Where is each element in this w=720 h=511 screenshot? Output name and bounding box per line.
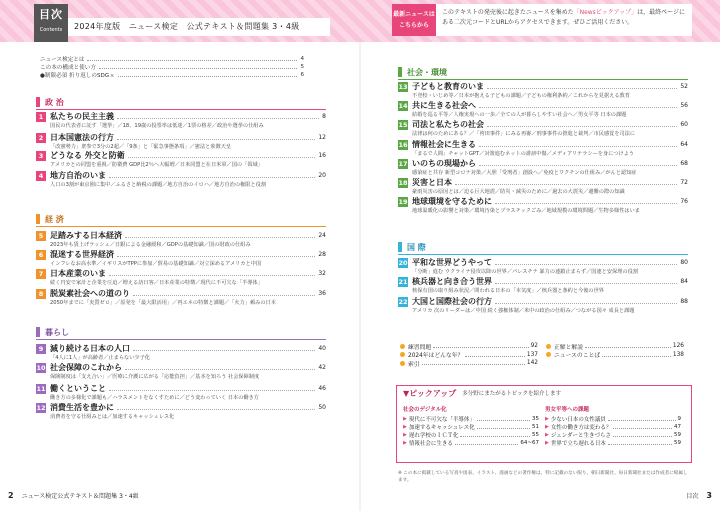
chapter-number: 8 — [36, 289, 46, 299]
leader-dots — [495, 260, 677, 265]
leader-dots — [117, 114, 319, 119]
chapter-title: 情報社会に生きる — [412, 140, 476, 149]
section-bar — [36, 214, 40, 224]
news-callout — [392, 4, 692, 36]
pickup-item[interactable] — [545, 431, 685, 439]
pickup-item-page: 9 — [677, 416, 681, 422]
footer-left — [8, 491, 139, 500]
leader-dots — [133, 291, 315, 296]
pickup-item-page: 59 — [674, 432, 681, 438]
arrow-icon: ▶ — [545, 432, 549, 438]
section-bar — [398, 242, 402, 252]
arrow-icon: ▶ — [545, 424, 549, 430]
section-heading — [398, 241, 688, 253]
chapter-number: 18 — [398, 178, 408, 187]
section-bar — [36, 327, 40, 337]
chapter-page: 32 — [318, 270, 326, 277]
intro-item-page: 6 — [300, 72, 304, 78]
leader-dots — [479, 142, 677, 147]
chapter-page: 60 — [680, 121, 688, 128]
extras-item[interactable] — [546, 342, 692, 351]
leader-dots — [128, 153, 316, 158]
leader-dots — [608, 441, 672, 445]
toc-entry[interactable] — [36, 150, 326, 169]
toc-entry[interactable] — [398, 276, 688, 295]
toc-entry[interactable] — [36, 362, 326, 381]
contents-label-jp: 目次 — [39, 8, 63, 21]
page-number-right: 3 — [706, 491, 712, 500]
extras-title: 2024年はどんな年？ — [408, 353, 464, 360]
chapter-page: 84 — [680, 278, 688, 285]
leader-dots — [613, 425, 672, 429]
chapter-title: 共に生きる社会へ — [412, 101, 476, 110]
toc-entry[interactable] — [398, 257, 688, 276]
chapter-number: 21 — [398, 277, 408, 286]
chapter-page: 88 — [680, 298, 688, 305]
pickup-item-title: 遅れ学校のＩＣＴ化 — [408, 433, 459, 439]
dot-icon — [546, 352, 551, 357]
intro-item-page: 4 — [300, 56, 304, 62]
extras-page: 138 — [672, 351, 684, 358]
leader-dots — [602, 353, 671, 357]
extras-title: 正解と解説 — [554, 344, 583, 351]
arrow-icon: ▶ — [403, 416, 407, 422]
toc-entry[interactable] — [36, 170, 326, 189]
leader-dots — [495, 279, 677, 284]
pickup-item-page: 55 — [532, 432, 539, 438]
toc-entry[interactable] — [36, 288, 326, 307]
toc-entry[interactable] — [398, 81, 688, 100]
chapter-title: 核兵器と向き合う世界 — [412, 277, 492, 286]
section-rule — [36, 339, 326, 340]
page-gutter — [359, 42, 361, 511]
leader-dots — [118, 73, 298, 77]
chapter-page: 56 — [680, 102, 688, 109]
section-heading — [36, 96, 326, 108]
chapter-title: 社会保障のこれから — [50, 363, 122, 372]
extras-item[interactable] — [546, 351, 692, 360]
intro-item[interactable] — [40, 71, 304, 79]
chapter-page: 40 — [318, 345, 326, 352]
leader-dots — [125, 233, 315, 238]
leader-dots — [495, 299, 677, 304]
footer-section-title: 目次 — [686, 493, 699, 500]
intro-item-page: 5 — [300, 64, 304, 70]
arrow-icon: ▶ — [403, 432, 407, 438]
pickup-category-title: 社会のデジタル化 — [403, 407, 447, 413]
pickup-item-page: 59 — [674, 440, 681, 446]
leader-dots — [479, 103, 677, 108]
leader-dots — [477, 425, 530, 429]
section-title: 政 治 — [45, 97, 64, 107]
dot-icon — [400, 344, 405, 349]
pickup-item-title: 現代に不可欠な「半導体」 — [408, 417, 475, 423]
chapter-page: 42 — [318, 364, 326, 371]
chapter-title: 混迷する世界経済 — [50, 250, 114, 259]
chapter-subtopics: 結婚を巡る平等／人権実現への一歩／全ての人が暮らしやすい社会へ／男女平等 日本の課題 — [412, 112, 627, 118]
chapter-number: 22 — [398, 297, 408, 306]
chapter-subtopics: 「4人に1人」が高齢者／止まらない少子化 — [50, 355, 150, 361]
section-rule — [398, 79, 688, 80]
dot-icon — [400, 352, 405, 357]
chapter-number: 4 — [36, 171, 46, 181]
chapter-title: いのちの現場から — [412, 159, 476, 168]
extras-title: ニュースのことば — [554, 353, 601, 360]
leader-dots — [487, 84, 677, 89]
pickup-item[interactable] — [403, 431, 543, 439]
section-bar — [36, 97, 40, 107]
section-heading — [398, 66, 688, 78]
pickup-item-title: 世界で立ち遅れる日本 — [550, 441, 606, 447]
chapter-page: 50 — [318, 404, 326, 411]
chapter-title: 大国と国際社会の行方 — [412, 297, 492, 306]
pickup-item[interactable] — [545, 415, 685, 423]
book-title: 2024年度版 ニュース検定 公式テキスト＆問題集 3・4級 — [74, 22, 300, 31]
news-badge-line1: 最新ニュースは — [393, 11, 435, 18]
chapter-number: 10 — [36, 363, 46, 372]
pickup-header — [397, 386, 691, 400]
toc-entry[interactable] — [36, 383, 326, 402]
footer-right — [686, 491, 712, 500]
toc-entry[interactable] — [398, 139, 688, 158]
chapter-title: 脱炭素社会への道のり — [50, 289, 130, 298]
pickup-item-page: 51 — [532, 424, 539, 430]
section-heading — [36, 326, 326, 338]
chapter-subtopics: インフレなお高水準／イギリスがTPPに参加／貿易の基礎知識／対立深めるアメリカと中国 — [50, 261, 262, 267]
leader-dots — [608, 417, 676, 421]
pickup-item-title: 加速するキャッシュレス化 — [408, 425, 475, 431]
leader-dots — [585, 344, 671, 348]
news-badge-line2: こちらから — [398, 22, 429, 29]
chapter-subtopics: 2023年も賃上げラッシュ／日銀による金融緩和／GDPの基礎知識／国の財政の仕組み — [50, 242, 251, 248]
chapter-subtopics: アメリカとの同盟を重視／防衛費 GDP比2％へ大幅増／日米同盟と在日米軍／国の「領域」 — [50, 162, 263, 168]
toc-entry[interactable] — [398, 119, 688, 138]
toc-entry[interactable] — [398, 177, 688, 196]
pickup-item-title: 女性の働き方は変わる？ — [550, 425, 612, 431]
news-text-after: は，最終ページにある二次元コードとURLからアクセスできます。ぜひご活用ください。 — [442, 9, 686, 26]
chapter-number: 20 — [398, 258, 408, 267]
chapter-subtopics: 感染症と共存 新型コロナ対策／大胆「受刑者」創設へ／免疫とワクチンの仕組み／がんと認知症 — [412, 170, 637, 176]
chapter-page: 46 — [318, 385, 326, 392]
pickup-title: ▼ピックアップ — [403, 388, 457, 398]
chapter-subtopics: 不登校・いじめ等／日本が抱える子どもの課題／子どもの権利条約／これからを見据える教育 — [412, 93, 630, 99]
leader-dots — [99, 65, 297, 69]
pickup-column-gender — [545, 403, 685, 447]
chapter-title: 子どもと教育のいま — [412, 82, 484, 91]
leader-dots — [133, 346, 315, 351]
extras-page: 126 — [672, 343, 684, 350]
chapter-subtopics: 地球温暖化の影響と対策／環境汚染とプラスチックごみ／地域規模の環境問題／生物多様性はいま — [412, 208, 640, 214]
chapter-subtopics: 人口の3割が東京圏に集中／ふるさと納税の課題／地方自治のイロハ／地方自治の権限と役割 — [50, 182, 266, 188]
chapter-title: どうなる 外交と防衛 — [50, 151, 125, 160]
intro-item[interactable] — [40, 55, 304, 63]
chapter-page: 20 — [318, 172, 326, 179]
pickup-item-title: 少ない日本の女性議員 — [550, 417, 606, 423]
extras-page: 137 — [526, 351, 538, 358]
pickup-subtitle: 多分野にまたがるトピックを紹介します — [462, 391, 562, 397]
arrow-icon: ▶ — [545, 440, 549, 446]
pickup-box — [396, 385, 692, 463]
pickup-item[interactable] — [403, 415, 543, 423]
chapter-title: 私たちの民主主義 — [50, 112, 114, 121]
news-text — [442, 8, 688, 28]
chapter-title: 平和な世界どうやって — [412, 258, 492, 267]
chapter-subtopics: 豪雨災害の原因とは／迫る巨大地震／防災・減災のために／過去の大震災／避難の際の知識 — [412, 189, 625, 195]
intro-item-title: ●制限必須 折り返しのSDGｓ — [40, 73, 115, 79]
chapter-page: 24 — [318, 232, 326, 239]
leader-dots — [613, 433, 672, 437]
chapter-subtopics: 国民の代表者に託す「選挙」／18、19歳の投票率は低迷／1票の格差／政治や選挙の仕組み — [50, 123, 264, 129]
pickup-category-title: 男女平等への課題 — [545, 407, 590, 413]
section-title: 国 際 — [407, 242, 426, 252]
leader-dots — [87, 57, 297, 61]
section-title: 経 済 — [45, 214, 64, 224]
leader-dots — [109, 173, 315, 178]
chapter-subtopics: 「改憲勢力」衆参で3分の2超／「9条」と「緊急事態条項」／憲法と象徴天皇 — [50, 144, 232, 150]
chapter-title: 日本国憲法の行方 — [50, 133, 114, 142]
chapter-subtopics: 「分断」進む ウクライナ侵攻以降の世界／パレスチナ 暴力の連鎖止まらず／国連と安保理の役割 — [412, 269, 638, 275]
section-bar — [398, 67, 402, 77]
leader-dots — [117, 405, 315, 410]
chapter-title: 働くということ — [50, 384, 106, 393]
chapter-number: 11 — [36, 384, 46, 393]
toc-entry[interactable] — [36, 132, 326, 151]
leader-dots — [117, 252, 315, 257]
chapter-page: 52 — [680, 83, 688, 90]
leader-dots — [495, 199, 677, 204]
chapter-page: 72 — [680, 179, 688, 186]
toc-entry[interactable] — [36, 343, 326, 362]
extras-list — [400, 342, 692, 368]
arrow-icon: ▶ — [403, 424, 407, 430]
toc-entry[interactable] — [36, 249, 326, 268]
chapter-page: 8 — [322, 113, 326, 120]
toc-entry[interactable] — [398, 100, 688, 119]
pickup-item[interactable] — [545, 423, 685, 431]
toc-entry[interactable] — [398, 196, 688, 215]
section-rule — [398, 254, 688, 255]
pickup-item[interactable] — [403, 423, 543, 431]
leader-dots — [125, 365, 315, 370]
leader-dots — [422, 361, 525, 365]
chapter-title: 災害と日本 — [412, 178, 452, 187]
extras-title: 索引 — [408, 361, 420, 368]
chapter-number: 17 — [398, 159, 408, 168]
chapter-subtopics: 2050年までに「実質ゼロ」／原発を「最大限活用」／再エネの特徴と課題／「火力」頼みの日本 — [50, 300, 276, 306]
chapter-title: 消費生活を豊かに — [50, 403, 114, 412]
extras-item[interactable] — [400, 342, 546, 351]
toc-entry[interactable] — [398, 296, 688, 315]
extras-title: 練習問題 — [408, 344, 432, 351]
intro-item[interactable] — [40, 63, 304, 71]
extras-item[interactable] — [400, 351, 546, 360]
leader-dots — [433, 344, 528, 348]
section-title: 社会・環境 — [407, 67, 447, 77]
leader-dots — [455, 180, 677, 185]
chapter-number: 16 — [398, 140, 408, 149]
section-rule — [36, 226, 326, 227]
chapter-subtopics: アメリカ 次のリーダーは／中国 続く強権体制／米中の政治の仕組み／つながる国々 成長と課題 — [412, 308, 635, 314]
arrow-icon: ▶ — [545, 416, 549, 422]
contents-label-en: Contents — [39, 27, 63, 33]
chapter-number: 3 — [36, 151, 46, 161]
intro-item-title: この本の構成と使い方 — [40, 65, 96, 71]
chapter-title: 地球環境を守るために — [412, 197, 492, 206]
chapter-number: 19 — [398, 197, 408, 206]
chapter-page: 64 — [680, 141, 688, 148]
leader-dots — [487, 122, 677, 127]
chapter-title: 日本産業のいま — [50, 269, 106, 278]
extras-page: 92 — [530, 343, 538, 350]
page-number-left: 2 — [8, 491, 14, 500]
extras-page: 142 — [526, 360, 538, 367]
pickup-item[interactable] — [403, 439, 543, 447]
chapter-title: 減り続ける日本の人口 — [50, 344, 130, 353]
pickup-title-text: ピックアップ — [409, 388, 457, 398]
pickup-item[interactable] — [545, 439, 685, 447]
pickup-column-digital — [403, 403, 543, 447]
chapter-number: 15 — [398, 120, 408, 129]
chapter-page: 28 — [318, 251, 326, 258]
chapter-subtopics: 「まるで人間」チャットGPT／対策進むネットの誹謗中傷／メディアリテラシーを身につけよう — [412, 151, 634, 157]
news-highlight: 「Newsピックアップ」 — [573, 9, 638, 16]
intro-item-title: ニュース検定とは — [40, 57, 85, 63]
chapter-page: 76 — [680, 198, 688, 205]
copyright-note: ※ この本に掲載している写真や図表、イラスト、漫画などの著作権は、特に記載のない限り、朝日新聞社、毎日新聞社または作成者に帰属します。 — [398, 471, 688, 483]
pickup-item-title: 情報社会に生きる — [408, 441, 453, 447]
section-heading — [36, 213, 326, 225]
pickup-item-title: ジェンダーと生きづらさ — [550, 433, 612, 439]
toc-entry[interactable] — [398, 158, 688, 177]
chapter-number: 6 — [36, 250, 46, 260]
pickup-item-page: 35 — [532, 416, 539, 422]
chapter-number: 9 — [36, 344, 46, 354]
section-rule — [36, 109, 326, 110]
toc-entry[interactable] — [36, 230, 326, 249]
chapter-title: 地方自治のいま — [50, 171, 106, 180]
chapter-page: 36 — [318, 290, 326, 297]
contents-logo — [34, 4, 68, 42]
chapter-title: 足踏みする日本経済 — [50, 231, 122, 240]
leader-dots — [460, 433, 530, 437]
leader-dots — [455, 441, 519, 445]
chapter-page: 12 — [318, 134, 326, 141]
leader-dots — [117, 135, 315, 140]
footer-book-title: ニュース検定公式テキスト＆問題集 3・4級 — [21, 493, 139, 500]
arrow-icon: ▶ — [403, 440, 407, 446]
dot-icon — [546, 344, 551, 349]
chapter-title: 司法と私たちの社会 — [412, 120, 484, 129]
toc-entry[interactable] — [36, 268, 326, 287]
chapter-number: 12 — [36, 403, 46, 412]
chapter-number: 14 — [398, 101, 408, 110]
chapter-subtopics: 働き方の多様化で課題も／ハラスメントをなくすために／どう変わっていく 日本の働き方 — [50, 395, 259, 401]
chapter-page: 68 — [680, 160, 688, 167]
pickup-item-page: 64~67 — [520, 440, 539, 446]
leader-dots — [479, 161, 677, 166]
chapter-subtopics: 続く円安で家計と企業を圧迫／増える訪日客／日本産業の特徴／現代に不可欠な「半導体」 — [50, 280, 263, 286]
chapter-number: 1 — [36, 112, 46, 122]
leader-dots — [109, 271, 315, 276]
chapter-number: 5 — [36, 231, 46, 241]
chapter-subtopics: 法律は何のためにある？／「袴田事件」にみる再審／刑事事件の推進と裁判／市民感覚を司法に — [412, 131, 636, 137]
toc-entry[interactable] — [36, 402, 326, 421]
chapter-number: 2 — [36, 133, 46, 143]
news-text-before: このテキストの発売後に起きたニュースを集めた — [442, 9, 574, 16]
dot-icon — [400, 361, 405, 366]
chapter-page: 16 — [318, 152, 326, 159]
leader-dots — [465, 353, 525, 357]
extras-item[interactable] — [400, 359, 546, 368]
toc-entry[interactable] — [36, 111, 326, 130]
pickup-item-page: 47 — [674, 424, 681, 430]
intro-list — [40, 55, 304, 79]
leader-dots — [477, 417, 530, 421]
chapter-subtopics: 保険制度は「支え合い」／医療に介護に広がる「応能負担」／基本を知ろう 社会保障制度 — [50, 374, 260, 380]
chapter-subtopics: 消費者を守る仕組みとは／加速するキャッシュレス化 — [50, 414, 175, 420]
news-badge — [392, 4, 436, 36]
chapter-page: 80 — [680, 259, 688, 266]
section-title: 暮らし — [45, 327, 69, 337]
chapter-number: 7 — [36, 269, 46, 279]
leader-dots — [109, 386, 315, 391]
chapter-subtopics: 核保有国の取り組み状況／問われる日本の「本気度」／核兵器と条約と今後の世界 — [412, 288, 604, 294]
chapter-number: 13 — [398, 82, 408, 91]
